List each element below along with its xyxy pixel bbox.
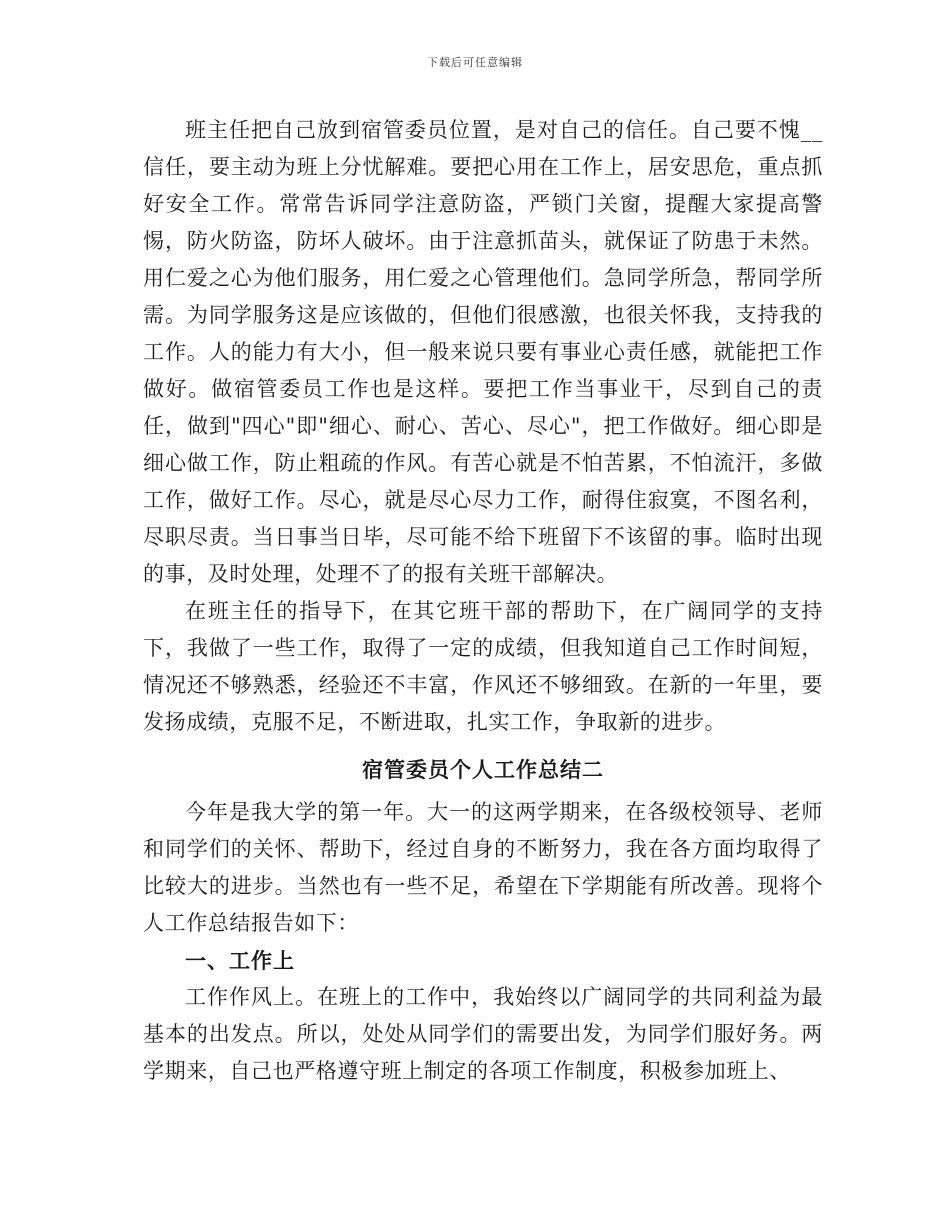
- subheading: 一、工作上: [185, 948, 295, 973]
- header-note: 下载后可任意编辑: [427, 56, 523, 69]
- document-body: [143, 112, 823, 1090]
- paragraph: 班主任把自己放到宿管委员位置，是对自己的信任。自己要不愧__信任，要主动为班上分忧解难。要把心用在工作上，居安思危，重点抓好安全工作。常常告诉同学注意防盗，严锁门关窗，提醒大家提高警惕，防火防盗，防坏人破坏。由于注意抓苗头，就保证了防患于未然。用仁爱之心为他们服务，用仁爱之心管理他们。急同学所急，帮同学所需。为同学服务这是应该做的，但他们很感激，也很关怀我，支持我的工作。人的能力有大小，但一般来说只要有事业心责任感，就能把工作做好。做宿管委员工作也是这样。要把工作当事业干，尽到自己的责任，做到"四心"即"细心、耐心、苦心、尽心"，把工作做好。细心即是细心做工作，防止粗疏的作风。有苦心就是不怕苦累，不怕流汗，多做工作，做好工作。尽心，就是尽心尽力工作，耐得住寂寞，不图名利，尽职尽责。当日事当日毕，尽可能不给下班留下不该留的事。临时出现的事，及时处理，处理不了的报有关班干部解决。: [143, 118, 823, 586]
- paragraph: 今年是我大学的第一年。大一的这两学期来，在各级校领导、老师和同学们的关怀、帮助下，经过自身的不断努力，我在各方面均取得了比较大的进步。当然也有一些不足，希望在下学期能有所改善。现将个人工作总结报告如下：: [143, 800, 823, 935]
- paragraph: 工作作风上。在班上的工作中，我始终以广阔同学的共同利益为最基本的出发点。所以，处处从同学们的需要出发，为同学们服好务。两学期来，自己也严格遵守班上制定的各项工作制度，积极参加班上、: [143, 985, 823, 1083]
- section-title: 宿管委员个人工作总结二: [362, 757, 604, 782]
- paragraph: 在班主任的指导下，在其它班干部的帮助下，在广阔同学的支持下，我做了一些工作，取得了一定的成绩，但我知道自己工作时间短，情况还不够熟悉，经验还不丰富，作风还不够细致。在新的一年里，要发扬成绩，克服不足，不断进取，扎实工作，争取新的进步。: [143, 599, 823, 734]
